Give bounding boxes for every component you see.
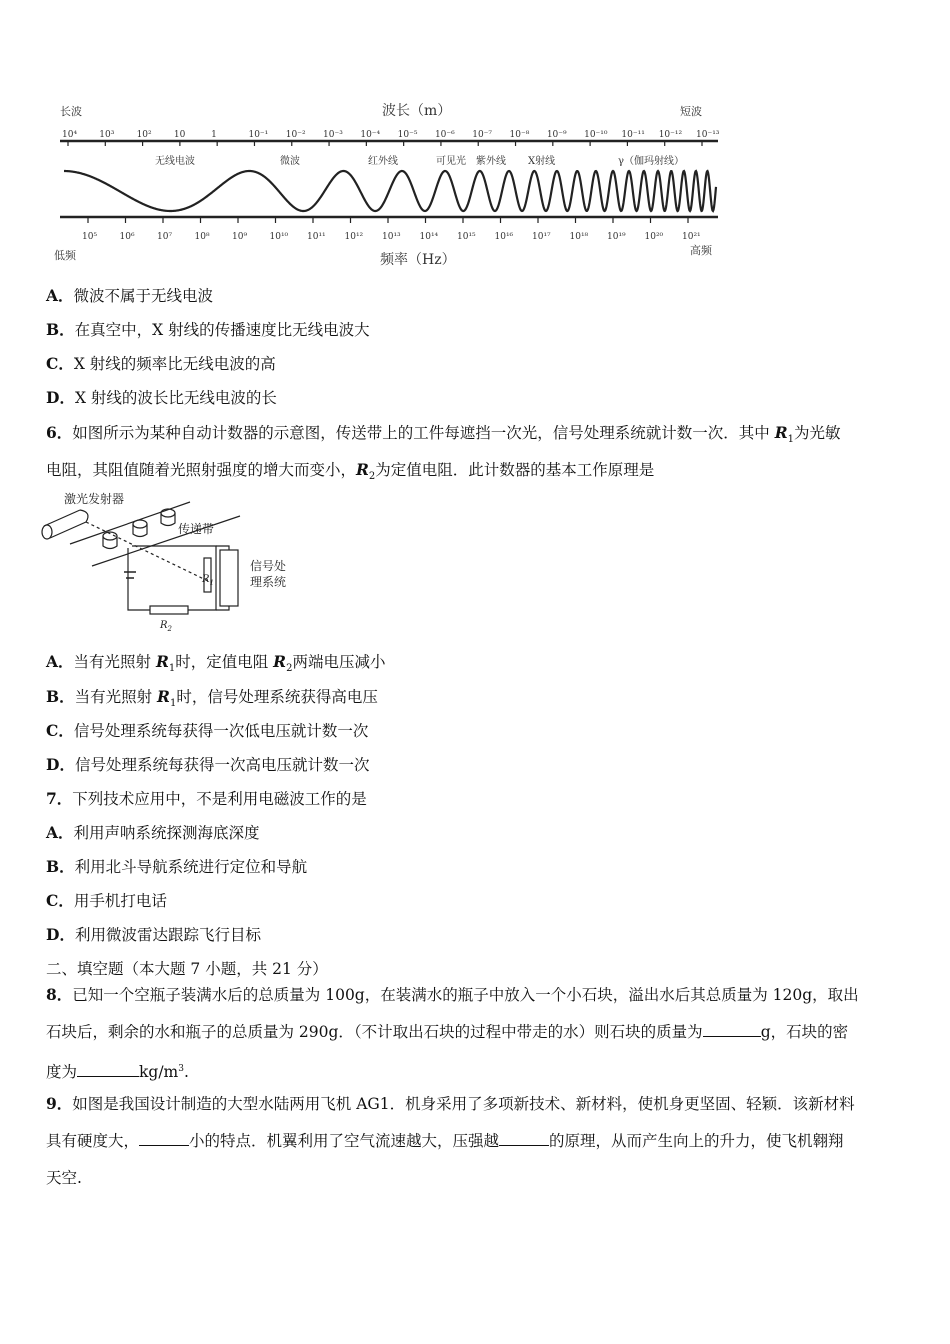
q9-line3: 天空.	[46, 1169, 82, 1187]
frequency-tick-label: 10⁵	[82, 232, 98, 242]
wavelength-tick-label: 10⁻⁷	[472, 130, 493, 140]
band-label: γ（伽玛射线）	[618, 156, 684, 167]
wavelength-tick-label: 10⁻⁸	[509, 130, 530, 140]
wavelength-tick-label: 10⁻²	[285, 130, 306, 140]
r2-figure-label: $R_2$	[160, 620, 172, 633]
q7-option-c: C．用手机打电话	[46, 891, 167, 910]
frequency-title: 频率（Hz）	[380, 252, 456, 268]
laser-label: 激光发射器	[64, 492, 125, 506]
wavelength-tick-label: 10⁻⁶	[434, 130, 455, 140]
frequency-tick-label: 10¹⁷	[532, 232, 551, 242]
q9-line2: 具有硬度大， 小的特点．机翼利用了空气流速越大，压强越 的原理，从而产生向上的升力，使飞机翱翔	[46, 1132, 844, 1150]
q7-option-d: D．利用微波雷达跟踪飞行目标	[46, 925, 261, 944]
q8-line3: 度为 $kg/m^3$.	[46, 1063, 189, 1082]
wavelength-tick-label: 10	[173, 130, 186, 140]
signal-wire	[216, 546, 229, 610]
wavelength-tick-label: 1	[211, 130, 217, 140]
frequency-tick-label: 10⁶	[119, 232, 135, 242]
band-label: 可见光	[436, 156, 466, 167]
q5-option-a: A．微波不属于无线电波	[46, 286, 214, 305]
frequency-tick-label: 10¹⁶	[494, 232, 514, 242]
frequency-tick-label: 10¹⁴	[419, 232, 439, 242]
q5-option-d: D．X 射线的波长比无线电波的长	[46, 388, 277, 407]
q6-stem-line1: 6．如图所示为某种自动计数器的示意图，传送带上的工件每遮挡一次光，信号处理系统就计数一次．其中 $R_1$为光敏	[46, 423, 841, 446]
wavelength-tick-label: 10⁻¹¹	[621, 130, 645, 140]
belt-label: 传递带	[178, 522, 215, 536]
wavelength-tick-label: 10⁻⁵	[397, 130, 418, 140]
frequency-tick-label: 10¹²	[344, 232, 364, 242]
laser-body	[44, 510, 86, 538]
wavelength-tick-label: 10⁻⁹	[546, 130, 567, 140]
laser-tip	[80, 510, 88, 522]
auto-counter-figure	[40, 486, 310, 636]
wavelength-tick-label: 10⁻¹	[248, 130, 269, 140]
workpiece-1-body	[103, 536, 117, 549]
conveyor-belt	[70, 502, 240, 566]
q9-blank-1[interactable]	[139, 1131, 189, 1146]
band-label: 红外线	[368, 156, 398, 167]
long-wave-label: 长波	[60, 105, 82, 118]
q7-stem: 7．下列技术应用中，不是利用电磁波工作的是	[46, 789, 367, 808]
workpiece-2-body	[133, 524, 147, 537]
workpiece-2	[133, 520, 147, 528]
q6-option-a: A．当有光照射 $R_1$时，定值电阻 $R_2$两端电压减小	[46, 652, 386, 675]
wavelength-tick-label: 10⁴	[62, 130, 78, 140]
wavelength-title: 波长（m）	[382, 103, 452, 119]
workpiece-3-body	[161, 513, 175, 526]
short-wave-label: 短波	[680, 105, 702, 118]
frequency-tick-label: 10⁷	[157, 232, 173, 242]
band-label: 无线电波	[155, 156, 195, 167]
q6-option-d: D．信号处理系统每获得一次高电压就计数一次	[46, 755, 370, 774]
frequency-tick-label: 10²⁰	[644, 232, 664, 242]
q6-stem-line2: 电阻，其阻值随着光照射强度的增大而变小，$R_2$为定值电阻．此计数器的基本工作原理是	[46, 460, 655, 483]
frequency-tick-label: 10²¹	[682, 232, 701, 242]
wavelength-tick-label: 10⁻³	[323, 130, 343, 140]
band-label: X射线	[528, 156, 556, 167]
low-freq-label: 低频	[54, 249, 76, 262]
frequency-tick-label: 10¹⁸	[569, 232, 589, 242]
q9-line1: 9．如图是我国设计制造的大型水陆两用飞机 AG1．机身采用了多项新技术、新材料，使机身更坚固、轻颖．该新材料	[46, 1094, 855, 1113]
q8-blank-density[interactable]	[77, 1062, 139, 1077]
q8-line2: 石块后，剩余的水和瓶子的总质量为 290g．（不计取出石块的过程中带走的水）则石块的质量为 g，石块的密	[46, 1023, 849, 1041]
em-wave-curve	[64, 171, 716, 211]
laser-end	[42, 525, 52, 539]
wavelength-tick-label: 10²	[136, 130, 152, 140]
em-spectrum-figure	[50, 96, 730, 272]
q5-option-c: C．X 射线的频率比无线电波的高	[46, 354, 276, 373]
q8-line1: 8．已知一个空瓶子装满水后的总质量为 100g，在装满水的瓶子中放入一个小石块，溢出水后其总质量为 120g，取出	[46, 985, 859, 1004]
q6-option-c: C．信号处理系统每获得一次低电压就计数一次	[46, 721, 369, 740]
frequency-tick-label: 10⁸	[194, 232, 210, 242]
frequency-tick-label: 10¹⁰	[269, 232, 289, 242]
wavelength-tick-label: 10⁻¹²	[658, 130, 683, 140]
high-freq-label: 高频	[690, 244, 712, 257]
battery	[124, 572, 136, 578]
q5-option-b: B．在真空中，X 射线的传播速度比无线电波大	[46, 320, 370, 339]
frequency-tick-label: 10¹⁵	[457, 232, 476, 242]
r2-resistor	[150, 606, 188, 614]
band-label: 微波	[280, 156, 300, 167]
wavelength-tick-label: 10⁻¹⁰	[584, 130, 608, 140]
frequency-tick-label: 10¹³	[382, 232, 401, 242]
band-label: 紫外线	[476, 156, 506, 167]
frequency-tick-label: 10⁹	[232, 232, 248, 242]
wavelength-tick-label: 10³	[99, 130, 115, 140]
signal-label-1: 信号处	[250, 559, 287, 573]
q9-blank-2[interactable]	[499, 1131, 549, 1146]
frequency-tick-label: 10¹⁹	[607, 232, 626, 242]
frequency-tick-label: 10¹¹	[307, 232, 326, 242]
q7-option-a: A．利用声呐系统探测海底深度	[46, 823, 260, 842]
q6-option-b: B．当有光照射 $R_1$时，信号处理系统获得高电压	[46, 687, 378, 710]
q7-option-b: B．利用北斗导航系统进行定位和导航	[46, 857, 308, 876]
signal-label-2: 理系统	[250, 575, 287, 589]
q8-blank-mass[interactable]	[703, 1022, 761, 1037]
wavelength-tick-label: 10⁻¹³	[696, 130, 720, 140]
wavelength-tick-label: 10⁻⁴	[360, 130, 381, 140]
signal-system-box	[220, 550, 238, 606]
r1-figure-label: $R_1$	[202, 574, 214, 587]
section-2-title: 二、填空题（本大题 7 小题，共 21 分）	[46, 960, 328, 978]
